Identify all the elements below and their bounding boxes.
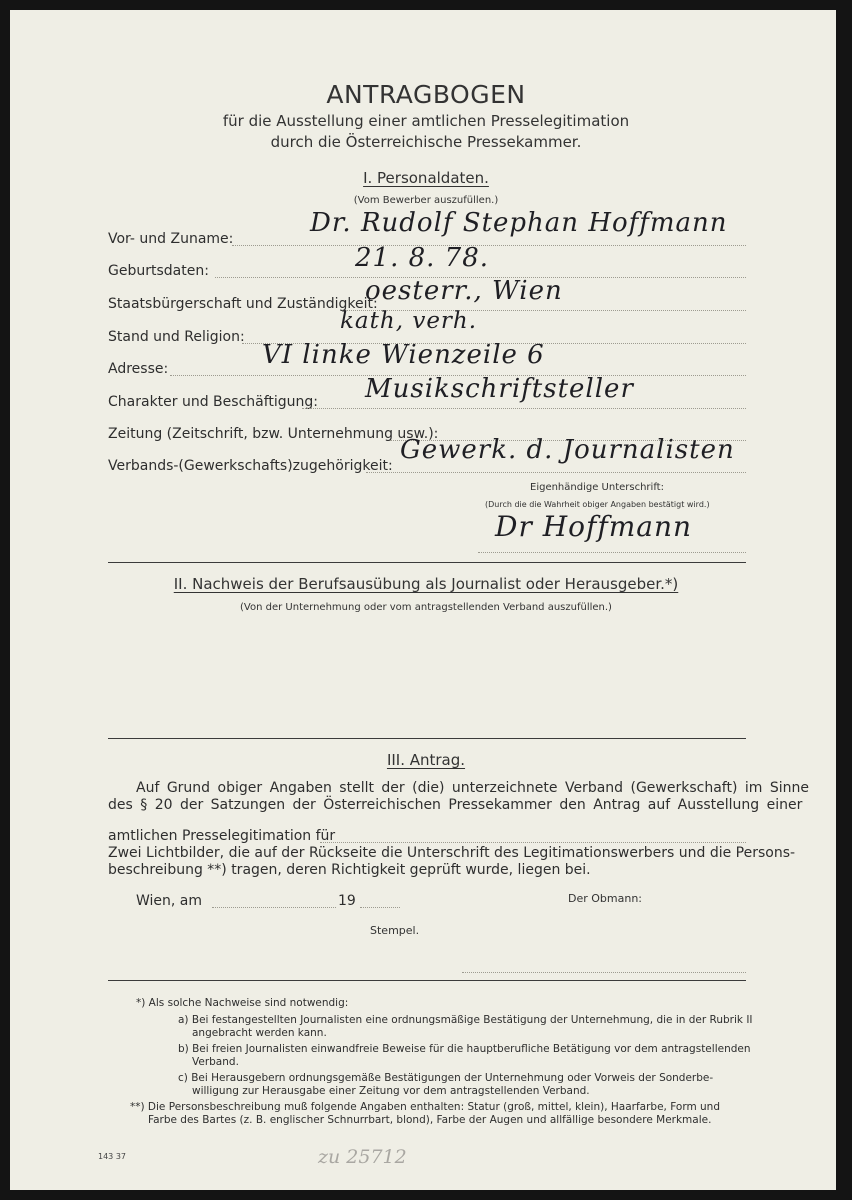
- field-line-date: [212, 907, 336, 908]
- field-value-birth: 21. 8. 78.: [355, 243, 490, 273]
- year-prefix: 19: [338, 893, 356, 909]
- footnote-a: a) Bei festangestellten Journalisten eine ordnungsmäßige Bestätigung der Unternehmung, die in der Rubrik II: [178, 1014, 753, 1026]
- footnote-b: b) Bei freien Journalisten einwandfreie Beweise für die hauptberufliche Betätigung vor dem antragstellenden: [178, 1043, 751, 1055]
- pencil-note: zu 25712: [318, 1146, 407, 1168]
- chairman-signature-line: [462, 972, 746, 973]
- section-2-heading: II. Nachweis der Berufsausübung als Journalist oder Herausgeber.*): [173, 575, 679, 593]
- footnote-2-cont: Farbe des Bartes (z. B. englischer Schnurrbart, blond), Farbe der Augen und allfällige besondere Merkmale.: [148, 1114, 712, 1126]
- label-newspaper: Zeitung (Zeitschrift, bzw. Unternehmung usw.):: [108, 426, 439, 442]
- field-value-address: VI linke Wienzeile 6: [262, 340, 545, 370]
- label-address: Adresse:: [108, 361, 169, 377]
- print-code: 143 37: [98, 1152, 126, 1161]
- footnote-a-cont: angebracht werden kann.: [192, 1027, 327, 1039]
- section-1-note: (Vom Bewerber auszufüllen.): [353, 195, 499, 206]
- section-3-line-4: Zwei Lichtbilder, die auf der Rückseite die Unterschrift des Legitimationswerbers und die Persons-: [108, 845, 796, 861]
- signature-line: [478, 552, 746, 553]
- section-3-line-5: beschreibung **) tragen, deren Richtigkeit geprüft wurde, liegen bei.: [108, 862, 591, 878]
- label-birth: Geburtsdaten:: [108, 263, 209, 279]
- place-label: Wien, am: [136, 893, 203, 909]
- label-citizenship: Staatsbürgerschaft und Zuständigkeit:: [108, 296, 378, 312]
- section-1-heading: I. Personaldaten.: [363, 169, 489, 187]
- field-value-occupation: Musikschriftsteller: [365, 374, 634, 404]
- field-line-year: [360, 907, 400, 908]
- section-3-line-1: Auf Grund obiger Angaben stellt der (die) unterzeichnete Verband (Gewerkschaft) im Sinne: [136, 780, 809, 796]
- field-value-union: Gewerk. d. Journalisten: [400, 435, 735, 465]
- field-value-citizenship: oesterr., Wien: [365, 276, 563, 306]
- section-divider-1: [108, 562, 746, 563]
- section-2-note: (Von der Unternehmung oder vom antragstellenden Verband auszufüllen.): [240, 602, 612, 613]
- field-line-occupation: [302, 408, 746, 409]
- field-value-religion: kath, verh.: [340, 308, 478, 334]
- field-value-name: Dr. Rudolf Stephan Hoffmann: [310, 208, 728, 238]
- field-line-issued-for: [320, 842, 746, 843]
- footnote-b-cont: Verband.: [192, 1056, 239, 1068]
- document-page: [10, 10, 836, 1190]
- form-subtitle-2: durch die Österreichische Pressekammer.: [270, 133, 582, 151]
- signature-label: Eigenhändige Unterschrift:: [530, 482, 664, 493]
- section-3-line-2: des § 20 der Satzungen der Österreichischen Pressekammer den Antrag auf Ausstellung einer: [108, 797, 803, 813]
- signature-note: (Durch die die Wahrheit obiger Angaben bestätigt wird.): [485, 500, 710, 509]
- label-religion: Stand und Religion:: [108, 329, 245, 345]
- section-divider-3: [108, 980, 746, 981]
- footnote-2: **) Die Personsbeschreibung muß folgende Angaben enthalten: Statur (groß, mittel, klein), Haarfarbe, Form und: [130, 1101, 720, 1113]
- stamp-label: Stempel.: [370, 924, 420, 937]
- section-divider-2: [108, 738, 746, 739]
- section-3-heading: III. Antrag.: [386, 751, 466, 769]
- form-title: ANTRAGBOGEN: [326, 80, 526, 109]
- label-occupation: Charakter und Beschäftigung:: [108, 394, 319, 410]
- footnote-c: c) Bei Herausgebern ordnungsgemäße Bestätigungen der Unternehmung oder Vorweis der Sonderbe-: [178, 1072, 714, 1084]
- chairman-label: Der Obmann:: [568, 892, 643, 905]
- form-subtitle-1: für die Ausstellung einer amtlichen Presselegitimation: [222, 112, 630, 130]
- section-3-line-3: amtlichen Presselegitimation für: [108, 828, 336, 844]
- footnote-1-intro: *) Als solche Nachweise sind notwendig:: [136, 997, 349, 1009]
- footnote-c-cont: willigung zur Herausgabe einer Zeitung vor dem antragstellenden Verband.: [192, 1085, 590, 1097]
- field-line-union: [366, 472, 746, 473]
- signature-value: Dr Hoffmann: [495, 510, 693, 543]
- label-union: Verbands-(Gewerkschafts)zugehörigkeit:: [108, 458, 393, 474]
- label-name: Vor- und Zuname:: [108, 231, 234, 247]
